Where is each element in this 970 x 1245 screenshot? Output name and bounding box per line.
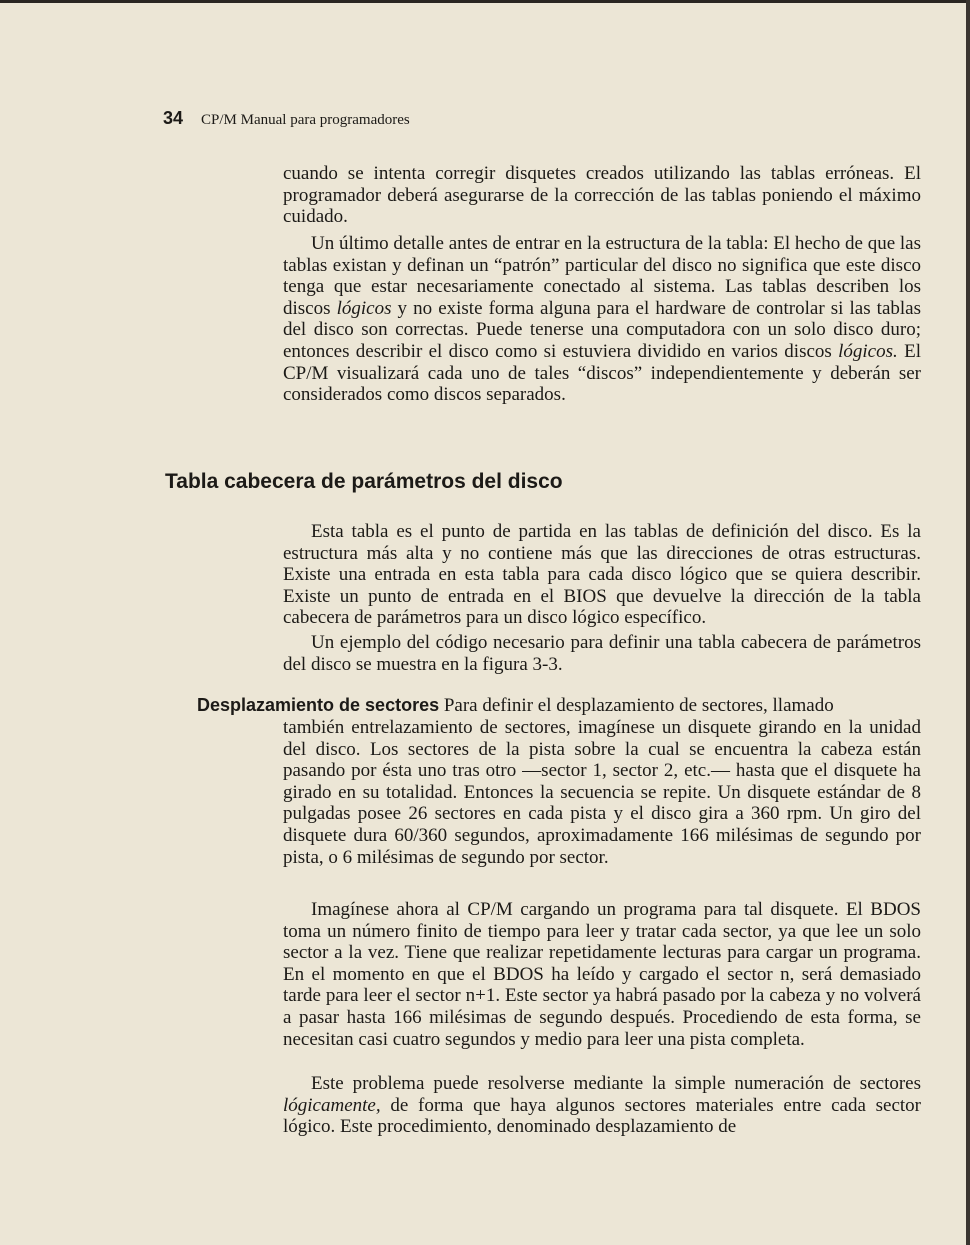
paragraph-7 xyxy=(283,1073,921,1138)
paragraph-7-italic-logicamente: lógicamente, xyxy=(283,1094,381,1116)
page-header xyxy=(163,108,410,129)
paragraph-2-part-c: y no existe forma alguna para el hardware de controlar si las tablas del disco son correctas. Puede tenerse una computadora con un solo disco duro; entonces describir el disco como si estuviera dividido en varios discos xyxy=(283,297,921,362)
page-top-edge xyxy=(0,0,970,3)
page-number: 34 xyxy=(163,108,184,128)
section-title: Tabla cabecera de parámetros del disco xyxy=(165,470,563,493)
paragraph-7-part-c: de forma que haya algunos sectores materiales entre cada sector lógico. Este procedimiento, denominado desplazamiento de xyxy=(283,1094,921,1138)
paragraph-6: Imagínese ahora al CP/M cargando un programa para tal disquete. El BDOS toma un número finito de tiempo para leer y tratar cada sector, ya que lee un solo sector a la vez. Tiene que realizar repetidamente lecturas para cargar un programa. En el momento en que el BDOS ha leído y cargado el sector n, será demasiado tarde para leer el sector n+1. Este sector ya habrá pasado por la cabeza y no volverá a pasar hasta 166 milésimas de segundo después. Procediendo de esta forma, se necesitan casi cuatro segundos y medio para leer una pista completa. xyxy=(283,899,921,1050)
subsection-lead-line xyxy=(197,695,834,717)
paragraph-3: Esta tabla es el punto de partida en las tablas de definición del disco. Es la estructura más alta y no contiene más que las direcciones de otras estructuras. Existe una entrada en esta tabla para cada disco lógico que se quiera describir. Existe un punto de entrada en el BIOS que devuelve la dirección de la tabla cabecera de parámetros para un disco lógico específico. xyxy=(283,521,921,629)
paragraph-1: cuando se intenta corregir disquetes creados utilizando las tablas erróneas. El programador deberá asegurarse de la corrección de las tablas poniendo el máximo cuidado. xyxy=(283,163,921,228)
page-right-edge xyxy=(966,0,970,1245)
subsection-title: Desplazamiento de sectores xyxy=(197,695,440,715)
running-title: CP/M Manual para programadores xyxy=(201,112,410,128)
paragraph-2-italic-logicos: lógicos xyxy=(336,297,392,319)
paragraph-5: también entrelazamiento de sectores, imagínese un disquete girando en la unidad del disco. Los sectores de la pista sobre la cual se encuentra la cabeza están pasando por ésta uno tras otro —sector 1, sector 2, etc.— hasta que el disquete ha girado en su totalidad. Entonces la secuencia se repite. Un disquete estándar de 8 pulgadas posee 26 sectores en cada pista y el disco gira a 360 rpm. Un giro del disquete dura 60/360 segundos, aproximadamente 166 milésimas de segundo por pista, o 6 milésimas de segundo por sector. xyxy=(283,717,921,868)
paragraph-5-first-line: Para definir el desplazamiento de sectores, llamado xyxy=(443,695,834,716)
paragraph-2-part-a: Un último detalle antes de entrar en la estructura de la tabla: El hecho de que las tablas existan y definan un “patrón” particular del disco no significa que este disco tenga que estar necesariamente conectado al sistema. Las tablas describen los discos xyxy=(283,233,921,319)
paragraph-2-part-e: El CP/M visualizará cada uno de tales “discos” independientemente y deberán ser considerados como discos separados. xyxy=(283,340,921,406)
paragraph-7-part-a: Este problema puede resolverse mediante la simple numeración de sectores xyxy=(311,1073,921,1094)
paragraph-2 xyxy=(283,233,921,406)
paragraph-2-italic-logicos-2: lógicos. xyxy=(838,340,898,362)
paragraph-4: Un ejemplo del código necesario para definir una tabla cabecera de parámetros del disco se muestra en la figura 3-3. xyxy=(283,632,921,675)
